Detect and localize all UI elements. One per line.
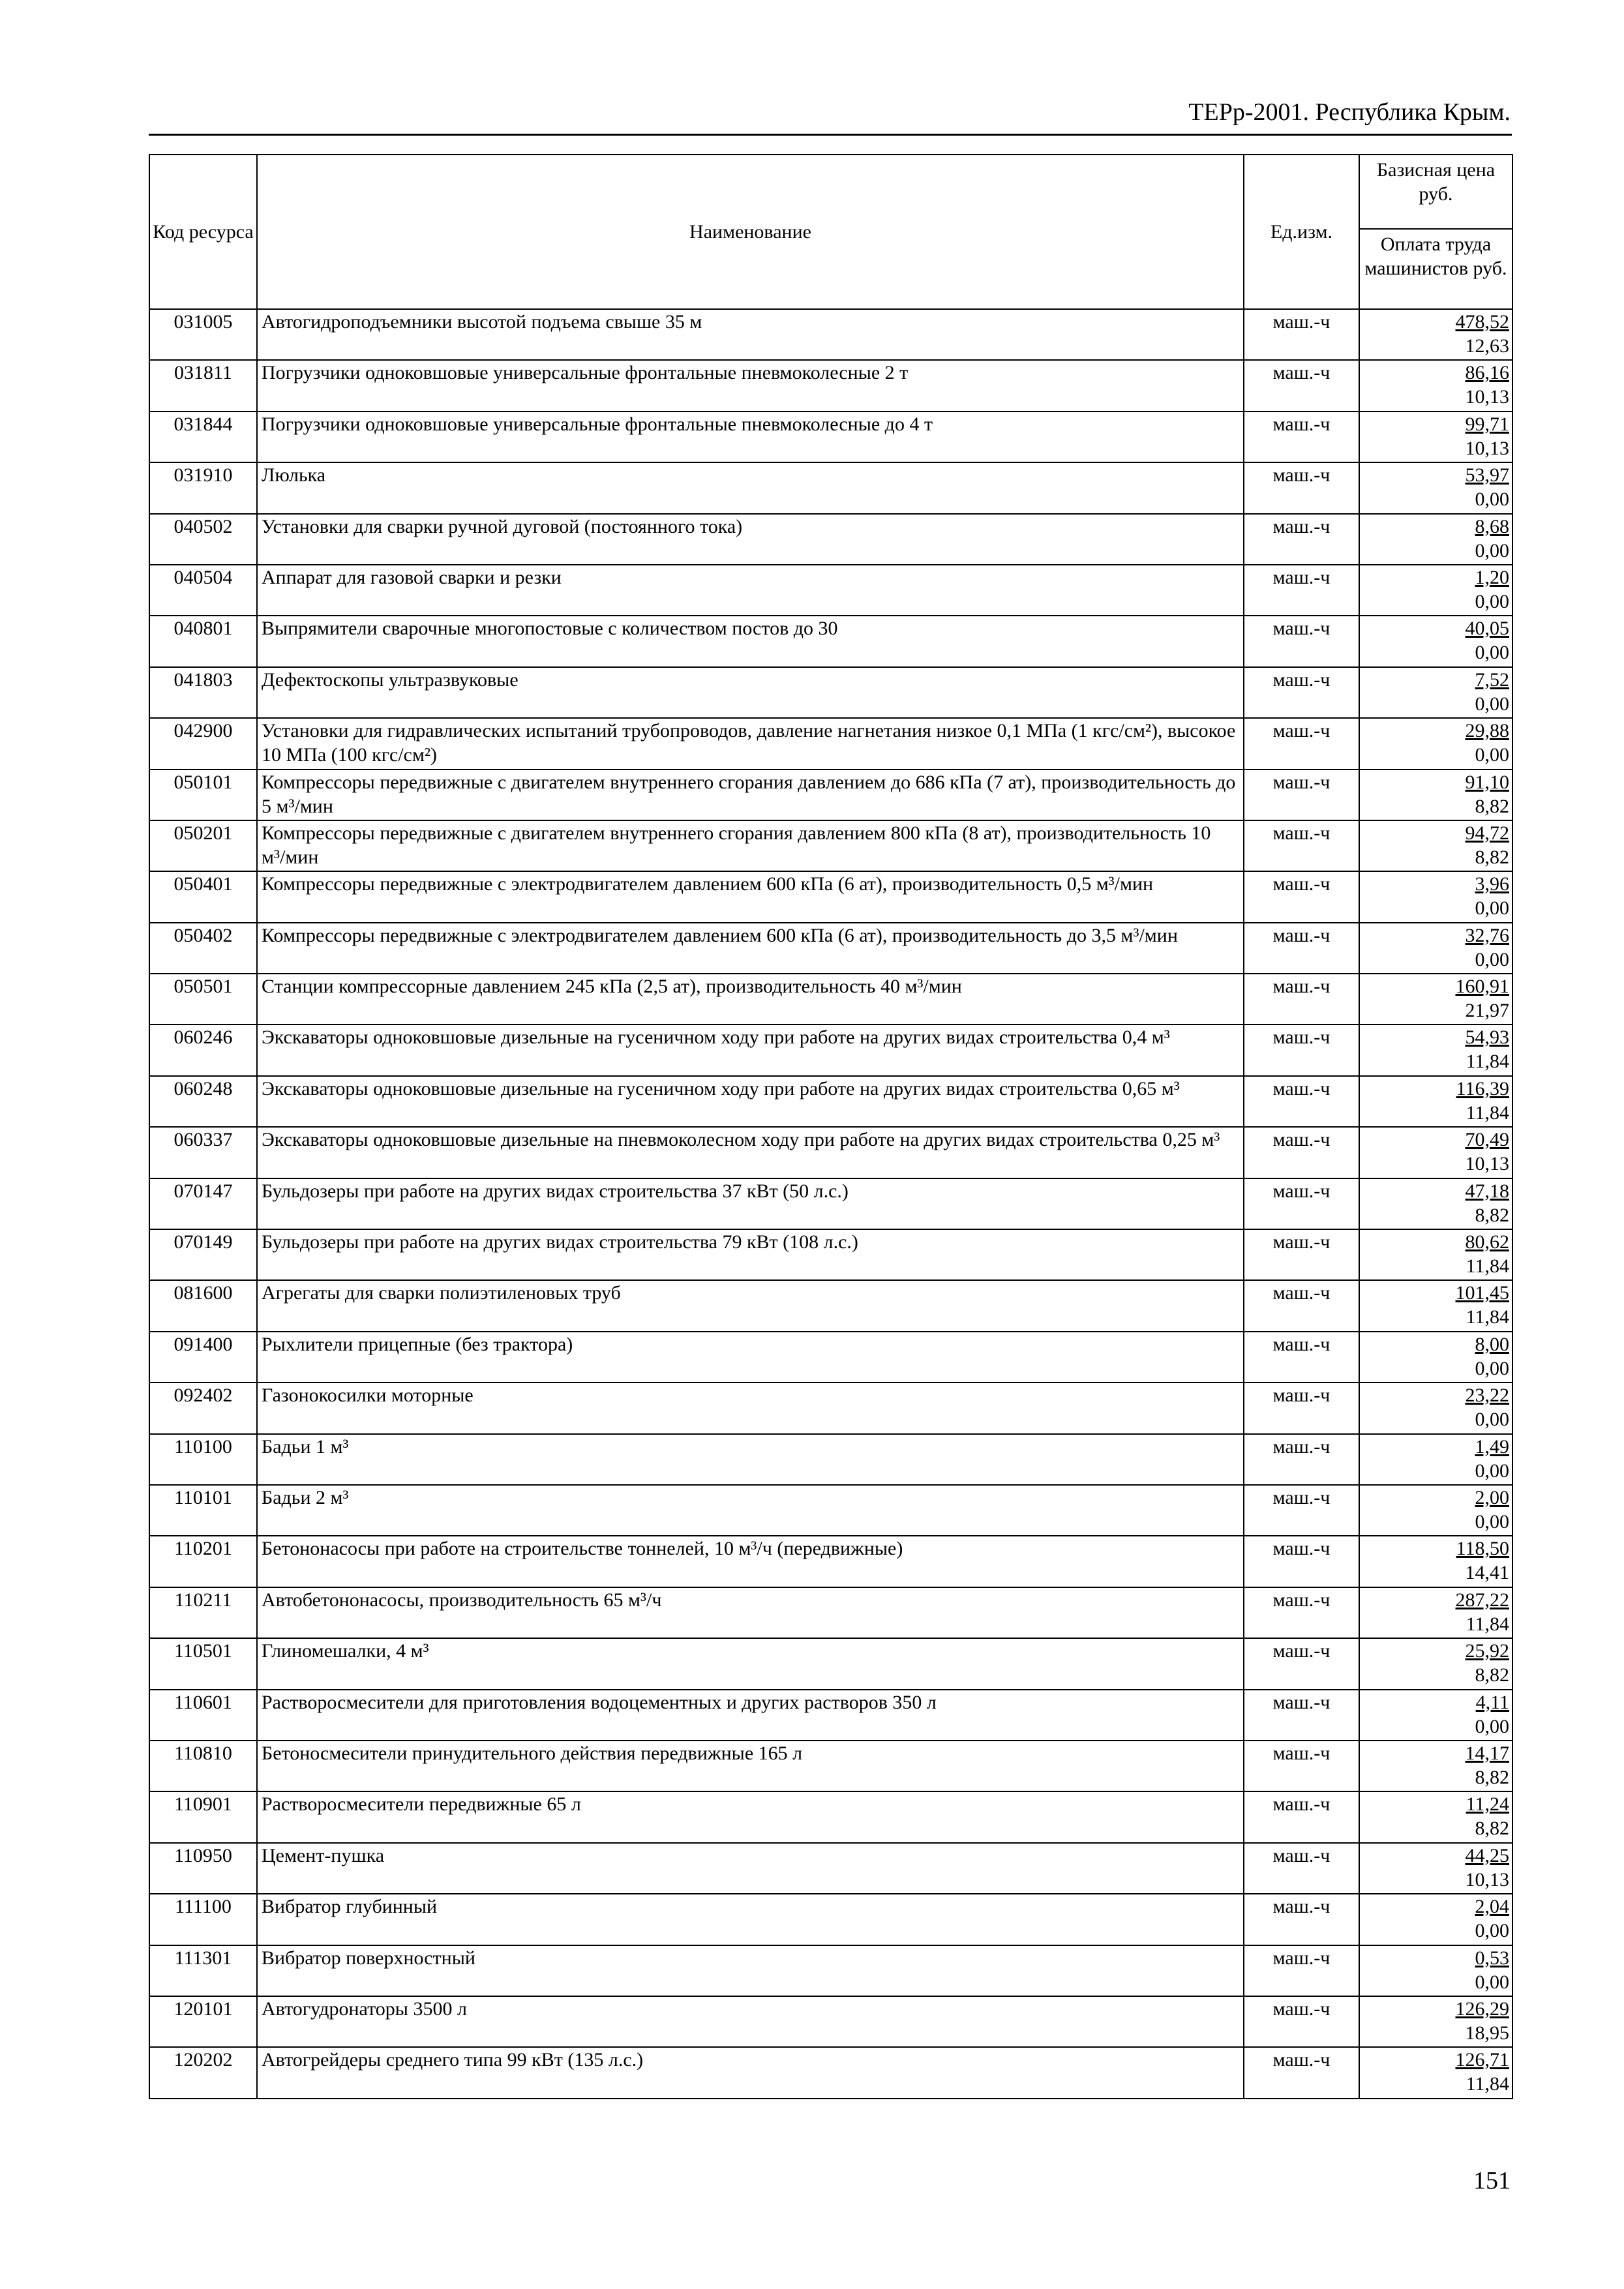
price-cell (1359, 616, 1512, 666)
price-cell (1359, 1383, 1512, 1433)
column-header-unit: Ед.изм. (1244, 155, 1359, 309)
price-cell (1359, 2047, 1512, 2098)
table-row (149, 514, 1512, 565)
labor-cost: 8,82 (1475, 1766, 1509, 1788)
labor-cost: 0,00 (1475, 1357, 1509, 1379)
base-price: 4,11 (1475, 1691, 1509, 1713)
resource-code: 070149 (149, 1229, 257, 1280)
resource-unit: маш.-ч (1244, 770, 1359, 820)
resource-unit: маш.-ч (1244, 974, 1359, 1025)
labor-cost: 0,00 (1475, 693, 1509, 715)
resource-unit: маш.-ч (1244, 1945, 1359, 1996)
resource-unit: маш.-ч (1244, 309, 1359, 360)
base-price: 8,68 (1475, 515, 1509, 537)
table-row (149, 1178, 1512, 1229)
base-price: 118,50 (1456, 1538, 1509, 1560)
resource-code: 110810 (149, 1741, 257, 1791)
base-price-line (1360, 770, 1509, 794)
resource-code: 110501 (149, 1638, 257, 1689)
resource-name: Экскаваторы одноковшовые дизельные на пневмоколесном ходу при работе на других видах строительства 0,25 м³ (257, 1127, 1244, 1178)
labor-cost: 8,82 (1475, 846, 1509, 868)
price-cell (1359, 514, 1512, 565)
table-row (149, 923, 1512, 974)
base-price-line (1360, 668, 1509, 692)
price-cell (1359, 360, 1512, 411)
price-cell (1359, 718, 1512, 769)
base-price: 7,52 (1475, 668, 1509, 691)
price-cell (1359, 820, 1512, 871)
resource-name: Автобетононасосы, производительность 65 м³/ч (257, 1587, 1244, 1638)
resource-code: 050402 (149, 923, 257, 974)
column-header-labor: Оплата труда машинистов руб. (1359, 229, 1512, 309)
labor-cost: 0,00 (1475, 897, 1509, 920)
resource-name: Вибратор поверхностный (257, 1945, 1244, 1996)
resource-unit: маш.-ч (1244, 1229, 1359, 1280)
resource-code: 031910 (149, 462, 257, 513)
base-price-line (1360, 1077, 1509, 1101)
resource-unit: маш.-ч (1244, 1485, 1359, 1536)
price-cell (1359, 411, 1512, 462)
price-cell (1359, 1587, 1512, 1638)
resource-unit: маш.-ч (1244, 1638, 1359, 1689)
table-row (149, 1229, 1512, 1280)
resource-name: Бадьи 2 м³ (257, 1485, 1244, 1536)
base-price: 14,17 (1465, 1742, 1509, 1764)
base-price: 32,76 (1465, 924, 1509, 946)
column-header-base-price: Базисная цена руб. (1359, 155, 1512, 229)
base-price-line (1360, 1025, 1509, 1049)
base-price-line (1360, 1997, 1509, 2021)
table-row (149, 1894, 1512, 1945)
resource-unit: маш.-ч (1244, 718, 1359, 769)
resource-unit: маш.-ч (1244, 1791, 1359, 1842)
base-price-line (1360, 1690, 1509, 1714)
price-cell (1359, 1791, 1512, 1842)
resource-unit: маш.-ч (1244, 1127, 1359, 1178)
resource-name: Агрегаты для сварки полиэтиленовых труб (257, 1280, 1244, 1331)
resource-name: Растворосмесители для приготовления водоцементных и других растворов 350 л (257, 1690, 1244, 1741)
base-price-line (1360, 1332, 1509, 1356)
resource-unit: маш.-ч (1244, 1894, 1359, 1945)
resource-code: 081600 (149, 1280, 257, 1331)
resource-name: Компрессоры передвижные с двигателем внутреннего сгорания давлением 800 кПа (8 ат), производительность 10 м³/мин (257, 820, 1244, 871)
resource-name: Погрузчики одноковшовые универсальные фронтальные пневмоколесные до 4 т (257, 411, 1244, 462)
resource-code: 050501 (149, 974, 257, 1025)
table-row (149, 667, 1512, 718)
base-price: 91,10 (1465, 771, 1509, 793)
resource-code: 110101 (149, 1485, 257, 1536)
price-cell (1359, 1229, 1512, 1280)
labor-cost: 0,00 (1475, 488, 1509, 511)
labor-cost: 10,13 (1465, 1153, 1509, 1175)
base-price: 44,25 (1465, 1844, 1509, 1866)
resource-name: Газонокосилки моторные (257, 1383, 1244, 1433)
labor-cost: 10,13 (1465, 386, 1509, 408)
resource-code: 041803 (149, 667, 257, 718)
table-row (149, 1996, 1512, 2047)
base-price: 0,53 (1475, 1947, 1509, 1969)
resource-unit: маш.-ч (1244, 360, 1359, 411)
base-price-line (1360, 1946, 1509, 1970)
labor-cost: 11,84 (1466, 1051, 1509, 1073)
resource-code: 060248 (149, 1076, 257, 1127)
price-cell (1359, 1690, 1512, 1741)
labor-cost: 8,82 (1475, 1664, 1509, 1686)
table-row (149, 1690, 1512, 1741)
base-price-line (1360, 1179, 1509, 1203)
labor-cost: 0,00 (1475, 642, 1509, 664)
resource-name: Бульдозеры при работе на других видах строительства 37 кВт (50 л.с.) (257, 1178, 1244, 1229)
base-price: 54,93 (1465, 1026, 1509, 1049)
resource-unit: маш.-ч (1244, 1434, 1359, 1485)
resource-unit: маш.-ч (1244, 1280, 1359, 1331)
resource-unit: маш.-ч (1244, 871, 1359, 922)
base-price-line (1360, 1536, 1509, 1561)
price-cell (1359, 309, 1512, 360)
base-price-line (1360, 565, 1509, 590)
resource-unit: маш.-ч (1244, 1741, 1359, 1791)
resource-code: 120202 (149, 2047, 257, 2098)
resource-code: 111301 (149, 1945, 257, 1996)
resource-name: Растворосмесители передвижные 65 л (257, 1791, 1244, 1842)
resource-code: 110601 (149, 1690, 257, 1741)
base-price-line (1360, 872, 1509, 896)
price-cell (1359, 1638, 1512, 1689)
base-price: 1,20 (1475, 566, 1509, 588)
price-cell (1359, 974, 1512, 1025)
resource-unit: маш.-ч (1244, 1996, 1359, 2047)
resource-code: 060337 (149, 1127, 257, 1178)
column-header-name: Наименование (257, 155, 1244, 309)
resource-unit: маш.-ч (1244, 514, 1359, 565)
base-price-line (1360, 1486, 1509, 1510)
base-price: 70,49 (1465, 1129, 1509, 1151)
table-row (149, 1843, 1512, 1894)
price-cell (1359, 1843, 1512, 1894)
labor-cost: 0,00 (1475, 1715, 1509, 1737)
base-price-line (1360, 1792, 1509, 1816)
labor-cost: 0,00 (1475, 1409, 1509, 1431)
price-cell (1359, 1536, 1512, 1587)
labor-cost: 21,97 (1465, 1000, 1509, 1022)
base-price: 8,00 (1475, 1333, 1509, 1355)
resource-code: 110901 (149, 1791, 257, 1842)
resource-name: Компрессоры передвижные с двигателем внутреннего сгорания давлением до 686 кПа (7 ат), производительность до 5 м³/мин (257, 770, 1244, 820)
price-cell (1359, 1332, 1512, 1383)
labor-cost: 11,84 (1466, 1255, 1509, 1278)
labor-cost: 14,41 (1465, 1562, 1509, 1584)
base-price: 80,62 (1465, 1231, 1509, 1253)
base-price-line (1360, 1435, 1509, 1459)
price-cell (1359, 1280, 1512, 1331)
table-row (149, 871, 1512, 922)
base-price: 40,05 (1465, 618, 1509, 640)
price-cell (1359, 1741, 1512, 1791)
table-row (149, 309, 1512, 360)
price-cell (1359, 1945, 1512, 1996)
table-row (149, 565, 1512, 616)
labor-cost: 10,13 (1465, 1868, 1509, 1891)
resource-code: 110201 (149, 1536, 257, 1587)
base-price-line (1360, 719, 1509, 743)
resource-name: Рыхлители прицепные (без трактора) (257, 1332, 1244, 1383)
base-price: 23,22 (1465, 1384, 1509, 1407)
labor-cost: 10,13 (1465, 437, 1509, 459)
resource-name: Станции компрессорные давлением 245 кПа (2,5 ат), производительность 40 м³/мин (257, 974, 1244, 1025)
labor-cost: 18,95 (1465, 2022, 1509, 2044)
resource-code: 110100 (149, 1434, 257, 1485)
table-row (149, 411, 1512, 462)
resource-unit: маш.-ч (1244, 1025, 1359, 1075)
resource-name: Компрессоры передвижные с электродвигателем давлением 600 кПа (6 ат), производительность 0,5 м³/мин (257, 871, 1244, 922)
resource-code: 092402 (149, 1383, 257, 1433)
resource-code: 111100 (149, 1894, 257, 1945)
price-cell (1359, 1127, 1512, 1178)
base-price: 11,24 (1466, 1793, 1509, 1816)
labor-cost: 0,00 (1475, 1920, 1509, 1942)
price-cell (1359, 1076, 1512, 1127)
base-price-line (1360, 2048, 1509, 2072)
base-price: 160,91 (1455, 976, 1509, 998)
base-price: 53,97 (1465, 464, 1509, 486)
base-price: 99,71 (1465, 413, 1509, 435)
price-cell (1359, 1996, 1512, 2047)
base-price: 1,49 (1475, 1435, 1509, 1458)
table-row (149, 718, 1512, 769)
table-row (149, 1638, 1512, 1689)
table-row (149, 2047, 1512, 2098)
resource-code: 031844 (149, 411, 257, 462)
labor-cost: 11,84 (1466, 1613, 1509, 1635)
base-price-line (1360, 1844, 1509, 1868)
resource-name: Люлька (257, 462, 1244, 513)
resource-name: Бетоносмесители принудительного действия передвижные 165 л (257, 1741, 1244, 1791)
base-price: 86,16 (1465, 362, 1509, 384)
table-row (149, 770, 1512, 820)
resource-name: Экскаваторы одноковшовые дизельные на гусеничном ходу при работе на других видах строительства 0,65 м³ (257, 1076, 1244, 1127)
labor-cost: 0,00 (1475, 539, 1509, 561)
table-row (149, 1127, 1512, 1178)
resource-code: 120101 (149, 1996, 257, 2047)
resource-name: Вибратор глубинный (257, 1894, 1244, 1945)
table-row (149, 1536, 1512, 1587)
resource-name: Дефектоскопы ультразвуковые (257, 667, 1244, 718)
base-price-line (1360, 1894, 1509, 1919)
table-row (149, 360, 1512, 411)
base-price: 2,00 (1475, 1486, 1509, 1508)
labor-cost: 11,84 (1466, 1101, 1509, 1124)
price-cell (1359, 1485, 1512, 1536)
table-row (149, 820, 1512, 871)
base-price-line (1360, 1281, 1509, 1305)
resource-code: 050401 (149, 871, 257, 922)
resource-code: 042900 (149, 718, 257, 769)
resource-code: 050101 (149, 770, 257, 820)
resource-code: 110950 (149, 1843, 257, 1894)
resource-unit: маш.-ч (1244, 923, 1359, 974)
base-price: 478,52 (1455, 311, 1509, 333)
resource-unit: маш.-ч (1244, 1690, 1359, 1741)
price-cell (1359, 770, 1512, 820)
resource-name: Погрузчики одноковшовые универсальные фронтальные пневмоколесные 2 т (257, 360, 1244, 411)
base-price-line (1360, 1128, 1509, 1152)
price-cell (1359, 462, 1512, 513)
header-rule (149, 134, 1512, 136)
resource-unit: маш.-ч (1244, 1587, 1359, 1638)
table-row (149, 1587, 1512, 1638)
labor-cost: 12,63 (1465, 335, 1509, 357)
labor-cost: 0,00 (1475, 1971, 1509, 1993)
resource-unit: маш.-ч (1244, 1076, 1359, 1127)
resource-code: 031005 (149, 309, 257, 360)
labor-cost: 11,84 (1466, 1306, 1509, 1328)
labor-cost: 0,00 (1475, 744, 1509, 766)
price-cell (1359, 871, 1512, 922)
resource-unit: маш.-ч (1244, 411, 1359, 462)
resource-name: Установки для гидравлических испытаний трубопроводов, давление нагнетания низкое 0,1 МПа (1 кгс/см²), высокое 10 МПа (100 кгс/см²) (257, 718, 1244, 769)
resource-unit: маш.-ч (1244, 462, 1359, 513)
resource-code: 040504 (149, 565, 257, 616)
labor-cost: 8,82 (1475, 795, 1509, 817)
price-cell (1359, 667, 1512, 718)
table-row (149, 1280, 1512, 1331)
resource-code: 070147 (149, 1178, 257, 1229)
resource-name: Цемент-пушка (257, 1843, 1244, 1894)
resource-unit: маш.-ч (1244, 1536, 1359, 1587)
base-price-line (1360, 1741, 1509, 1765)
resource-unit: маш.-ч (1244, 1332, 1359, 1383)
base-price-line (1360, 412, 1509, 436)
resource-name: Экскаваторы одноковшовые дизельные на гусеничном ходу при работе на других видах строительства 0,4 м³ (257, 1025, 1244, 1075)
base-price: 25,92 (1465, 1640, 1509, 1662)
resource-code: 040801 (149, 616, 257, 666)
base-price: 287,22 (1455, 1589, 1509, 1611)
base-price: 2,04 (1475, 1896, 1509, 1918)
base-price-line (1360, 1588, 1509, 1612)
base-price-line (1360, 821, 1509, 845)
resource-name: Бульдозеры при работе на других видах строительства 79 кВт (108 л.с.) (257, 1229, 1244, 1280)
resource-code: 060246 (149, 1025, 257, 1075)
table-body (149, 309, 1512, 2099)
resource-name: Автогидроподъемники высотой подъема свыше 35 м (257, 309, 1244, 360)
labor-cost: 0,00 (1475, 1459, 1509, 1482)
price-cell (1359, 1894, 1512, 1945)
price-cell (1359, 1025, 1512, 1075)
base-price-line (1360, 974, 1509, 998)
resource-unit: маш.-ч (1244, 1843, 1359, 1894)
table-row (149, 1025, 1512, 1075)
resource-name: Автогудронаторы 3500 л (257, 1996, 1244, 2047)
base-price: 101,45 (1455, 1282, 1509, 1304)
price-cell (1359, 1434, 1512, 1485)
resource-name: Выпрямители сварочные многопостовые с количеством постов до 30 (257, 616, 1244, 666)
base-price-line (1360, 463, 1509, 487)
resource-name: Бетононасосы при работе на строительстве тоннелей, 10 м³/ч (передвижные) (257, 1536, 1244, 1587)
base-price-line (1360, 515, 1509, 539)
resource-code: 110211 (149, 1587, 257, 1638)
table-row (149, 1485, 1512, 1536)
table-row (149, 974, 1512, 1025)
base-price-line (1360, 1383, 1509, 1407)
page-number: 151 (1473, 2167, 1511, 2194)
price-cell (1359, 1178, 1512, 1229)
base-price-line (1360, 361, 1509, 385)
resource-unit: маш.-ч (1244, 616, 1359, 666)
price-cell (1359, 565, 1512, 616)
resource-unit: маш.-ч (1244, 565, 1359, 616)
resource-name: Компрессоры передвижные с электродвигателем давлением 600 кПа (6 ат), производительность до 3,5 м³/мин (257, 923, 1244, 974)
base-price: 116,39 (1456, 1077, 1509, 1100)
base-price: 126,29 (1455, 1997, 1509, 2020)
resource-unit: маш.-ч (1244, 820, 1359, 871)
resource-name: Автогрейдеры среднего типа 99 кВт (135 л.с.) (257, 2047, 1244, 2098)
resource-code: 031811 (149, 360, 257, 411)
base-price-line (1360, 310, 1509, 334)
base-price: 126,71 (1455, 2049, 1509, 2071)
table-row (149, 1076, 1512, 1127)
table-row (149, 1434, 1512, 1485)
resource-price-table (149, 154, 1513, 2099)
resource-code: 091400 (149, 1332, 257, 1383)
resource-code: 050201 (149, 820, 257, 871)
column-header-code: Код ресурса (149, 155, 257, 309)
table-row (149, 462, 1512, 513)
table-row (149, 1383, 1512, 1433)
base-price: 47,18 (1465, 1180, 1509, 1202)
base-price-line (1360, 923, 1509, 948)
resource-name: Аппарат для газовой сварки и резки (257, 565, 1244, 616)
labor-cost: 0,00 (1475, 1510, 1509, 1533)
resource-unit: маш.-ч (1244, 667, 1359, 718)
resource-unit: маш.-ч (1244, 1383, 1359, 1433)
base-price: 29,88 (1465, 720, 1509, 742)
resource-name: Глиномешалки, 4 м³ (257, 1638, 1244, 1689)
resource-name: Бадьи 1 м³ (257, 1434, 1244, 1485)
labor-cost: 0,00 (1475, 948, 1509, 970)
base-price-line (1360, 1639, 1509, 1663)
table-row (149, 1332, 1512, 1383)
base-price-line (1360, 1230, 1509, 1254)
base-price-line (1360, 616, 1509, 640)
labor-cost: 8,82 (1475, 1204, 1509, 1226)
labor-cost: 0,00 (1475, 590, 1509, 612)
labor-cost: 8,82 (1475, 1818, 1509, 1840)
resource-code: 040502 (149, 514, 257, 565)
price-cell (1359, 923, 1512, 974)
labor-cost: 11,84 (1466, 2073, 1509, 2095)
table-row (149, 616, 1512, 666)
base-price: 94,72 (1465, 822, 1509, 844)
resource-unit: маш.-ч (1244, 2047, 1359, 2098)
resource-name: Установки для сварки ручной дуговой (постоянного тока) (257, 514, 1244, 565)
table-row (149, 1945, 1512, 1996)
document-header-title: ТЕРр-2001. Республика Крым. (1188, 98, 1511, 126)
resource-unit: маш.-ч (1244, 1178, 1359, 1229)
table-row (149, 1741, 1512, 1791)
table-row (149, 1791, 1512, 1842)
base-price: 3,96 (1475, 873, 1509, 895)
